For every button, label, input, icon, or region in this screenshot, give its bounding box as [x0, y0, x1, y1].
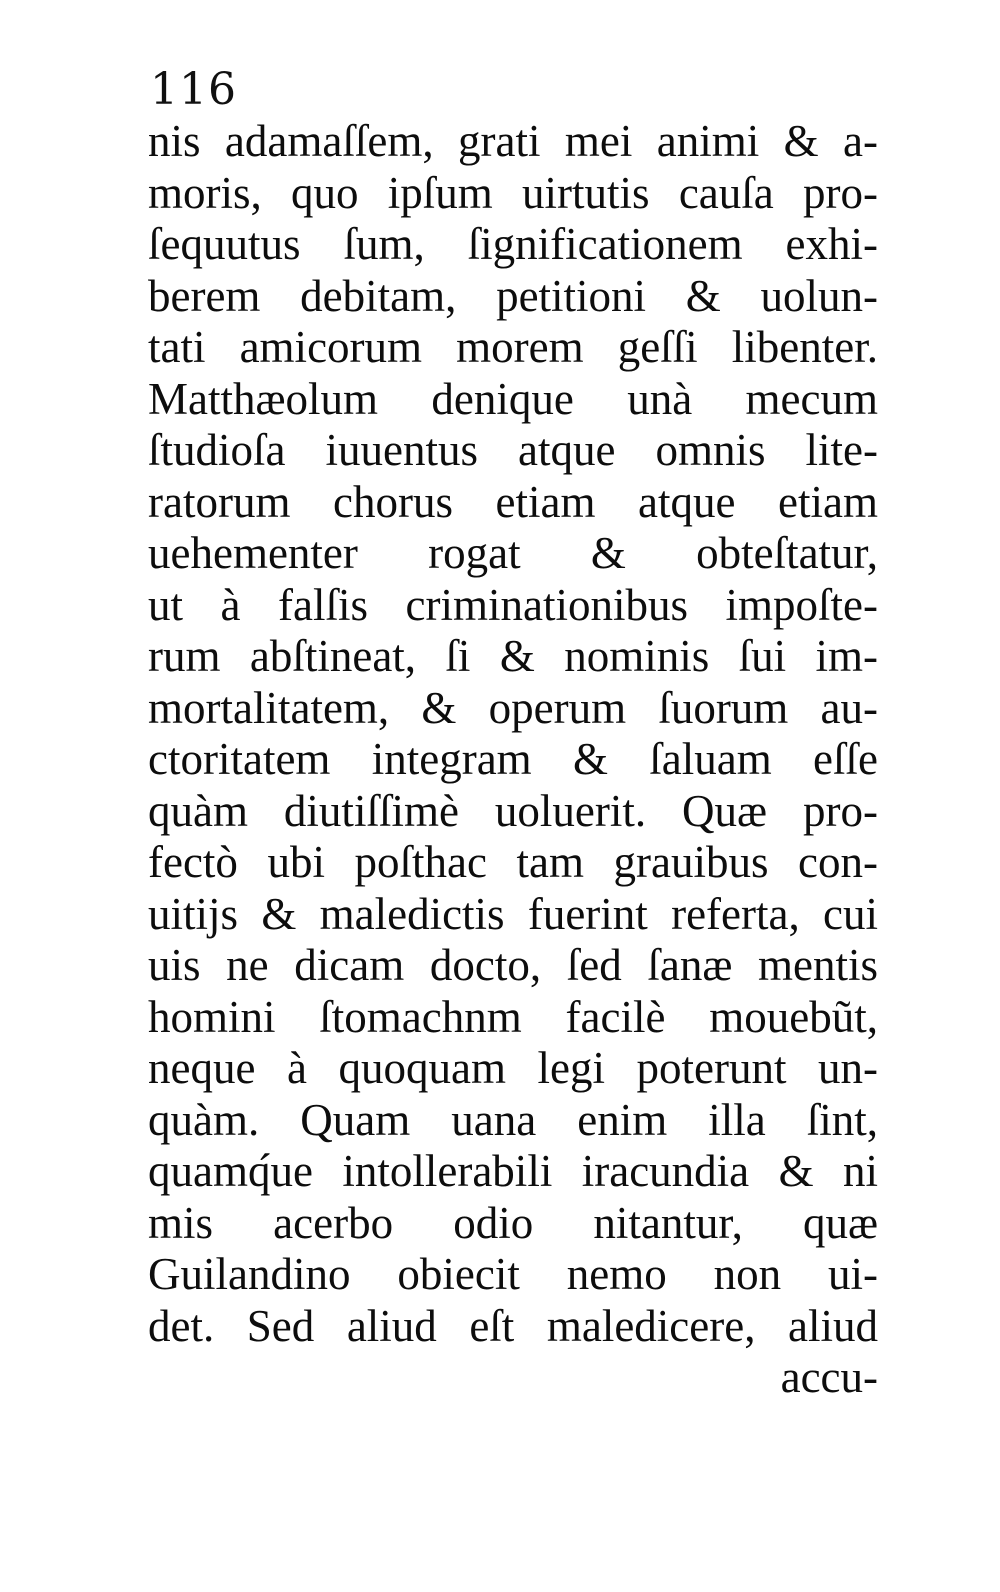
text-line: ſequutus ſum, ſignificationem exhi-: [148, 219, 878, 269]
text-line: ut à falſis criminationibus impoſte-: [148, 579, 878, 630]
text-line: homini ſtomachnm facilè mouebũt,: [148, 991, 878, 1042]
text-line: berem debitam, petitioni & uolun-: [148, 270, 878, 321]
text-line: uehementer rogat & obteſtatur,: [148, 528, 878, 578]
text-line: fectò ubi poſthac tam grauibus con-: [148, 837, 878, 887]
text-line: tati amicorum morem geſſi libenter.: [148, 322, 878, 372]
text-line: nis adamaſſem, grati mei animi & a-: [148, 116, 878, 166]
text-line: ſtudioſa iuuentus atque omnis lite-: [148, 425, 878, 475]
text-line: quàm. Quam uana enim illa ſint,: [148, 1094, 878, 1145]
text-line: uitijs & maledictis fuerint referta, cui: [148, 888, 878, 939]
text-line: ctoritatem integram & ſaluam eſſe: [148, 734, 878, 784]
page-number: 116: [150, 64, 237, 115]
catchword: accu-: [780, 1352, 878, 1402]
text-line: moris, quo ipſum uirtutis cauſa pro-: [148, 167, 878, 218]
text-line: Guilandino obiecit nemo non ui-: [148, 1249, 878, 1299]
text-line: uis ne dicam docto, ſed ſanæ mentis: [148, 940, 878, 990]
text-line: quamq́ue intollerabili iracundia & ni: [148, 1146, 878, 1196]
text-line: Matthæolum denique unà mecum: [148, 373, 878, 424]
text-line: quàm diutiſſimè uoluerit. Quæ pro-: [148, 785, 878, 836]
text-line: mortalitatem, & operum ſuorum au-: [148, 682, 878, 733]
body-text: [148, 116, 878, 1404]
text-line: rum abſtineat, ſi & nominis ſui im-: [148, 631, 878, 681]
text-line: det. Sed aliud eſt maledicere, aliud: [148, 1300, 878, 1351]
text-line: ratorum chorus etiam atque etiam: [148, 476, 878, 527]
text-line: neque à quoquam legi poterunt un-: [148, 1043, 878, 1093]
text-line: mis acerbo odio nitantur, quæ: [148, 1197, 878, 1248]
